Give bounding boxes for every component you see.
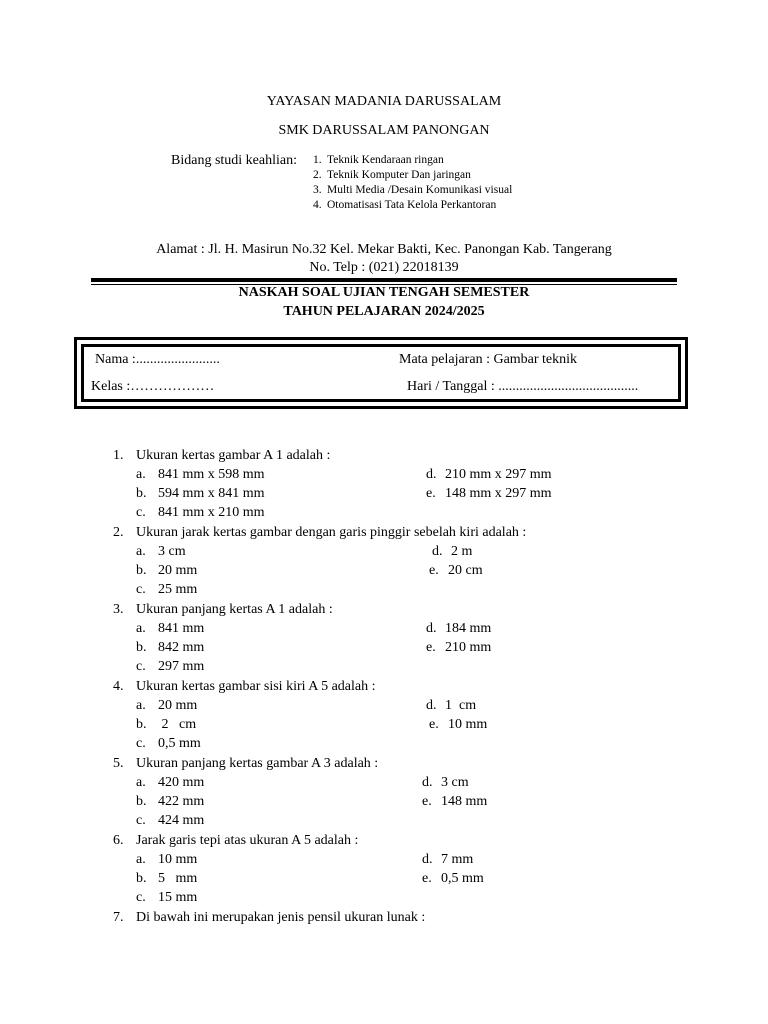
option-text: 2 cm bbox=[158, 717, 197, 732]
option-letter: c. bbox=[136, 505, 146, 520]
exam-title: NASKAH SOAL UJIAN TENGAH SEMESTER bbox=[238, 285, 530, 300]
question-number: 4. bbox=[113, 679, 124, 694]
option-letter: b. bbox=[136, 871, 147, 886]
option-letter: b. bbox=[136, 717, 147, 732]
option-letter: e. bbox=[429, 717, 439, 732]
date-field: Hari / Tanggal : ........................................ bbox=[407, 379, 639, 394]
option-text: 841 mm x 598 mm bbox=[158, 467, 265, 482]
option-text: 1 cm bbox=[445, 698, 477, 713]
question-text: Jarak garis tepi atas ukuran A 5 adalah : bbox=[136, 833, 359, 848]
option-letter: d. bbox=[426, 621, 437, 636]
field-item: 3. Multi Media /Desain Komunikasi visual bbox=[313, 184, 513, 196]
question-number: 2. bbox=[113, 525, 124, 540]
option-letter: b. bbox=[136, 640, 147, 655]
option-letter: d. bbox=[426, 698, 437, 713]
question-number: 3. bbox=[113, 602, 124, 617]
option-text: 422 mm bbox=[158, 794, 205, 809]
option-text: 5 mm bbox=[158, 871, 198, 886]
option-text: 7 mm bbox=[441, 852, 474, 867]
option-letter: b. bbox=[136, 563, 147, 578]
option-letter: c. bbox=[136, 659, 146, 674]
option-letter: a. bbox=[136, 775, 146, 790]
subject-field: Mata pelajaran : Gambar teknik bbox=[399, 352, 578, 367]
option-text: 20 mm bbox=[158, 563, 198, 578]
option-letter: a. bbox=[136, 698, 146, 713]
question-text: Ukuran kertas gambar A 1 adalah : bbox=[136, 448, 331, 463]
option-text: 2 m bbox=[451, 544, 473, 559]
option-text: 20 cm bbox=[448, 563, 483, 578]
option-letter: d. bbox=[426, 467, 437, 482]
option-text: 842 mm bbox=[158, 640, 205, 655]
question-text: Ukuran kertas gambar sisi kiri A 5 adalah : bbox=[136, 679, 376, 694]
school-address: Alamat : Jl. H. Masirun No.32 Kel. Mekar Bakti, Kec. Panongan Kab. Tangerang bbox=[156, 242, 612, 257]
option-letter: c. bbox=[136, 890, 146, 905]
option-letter: b. bbox=[136, 794, 147, 809]
option-text: 420 mm bbox=[158, 775, 205, 790]
field-item: 1. Teknik Kendaraan ringan bbox=[313, 154, 444, 166]
question-text: Ukuran panjang kertas A 1 adalah : bbox=[136, 602, 333, 617]
option-letter: a. bbox=[136, 621, 146, 636]
student-name-field: Nama :........................ bbox=[95, 352, 220, 367]
option-letter: d. bbox=[432, 544, 443, 559]
field-list bbox=[313, 153, 512, 213]
option-text: 0,5 mm bbox=[441, 871, 484, 886]
question-number: 5. bbox=[113, 756, 124, 771]
foundation-name: YAYASAN MADANIA DARUSSALAM bbox=[266, 94, 502, 109]
school-phone: No. Telp : (021) 22018139 bbox=[309, 260, 459, 275]
option-letter: a. bbox=[136, 544, 146, 559]
option-letter: e. bbox=[422, 794, 432, 809]
option-letter: b. bbox=[136, 486, 147, 501]
field-label: Bidang studi keahlian: bbox=[171, 153, 297, 168]
option-text: 10 mm bbox=[448, 717, 488, 732]
school-name: SMK DARUSSALAM PANONGAN bbox=[278, 123, 490, 138]
question-text: Ukuran jarak kertas gambar dengan garis pinggir sebelah kiri adalah : bbox=[136, 525, 527, 540]
option-text: 210 mm bbox=[445, 640, 492, 655]
option-letter: c. bbox=[136, 736, 146, 751]
option-letter: c. bbox=[136, 582, 146, 597]
option-text: 841 mm x 210 mm bbox=[158, 505, 265, 520]
option-text: 184 mm bbox=[445, 621, 492, 636]
option-text: 25 mm bbox=[158, 582, 198, 597]
option-letter: d. bbox=[422, 852, 433, 867]
option-text: 148 mm bbox=[441, 794, 488, 809]
exam-year: TAHUN PELAJARAN 2024/2025 bbox=[283, 304, 485, 319]
question-text: Ukuran panjang kertas gambar A 3 adalah : bbox=[136, 756, 379, 771]
question-text: Di bawah ini merupakan jenis pensil ukuran lunak : bbox=[136, 910, 426, 925]
option-text: 3 cm bbox=[158, 544, 186, 559]
field-item: 2. Teknik Komputer Dan jaringan bbox=[313, 169, 471, 181]
option-text: 297 mm bbox=[158, 659, 205, 674]
option-text: 148 mm x 297 mm bbox=[445, 486, 552, 501]
option-letter: e. bbox=[422, 871, 432, 886]
option-text: 210 mm x 297 mm bbox=[445, 467, 552, 482]
option-letter: e. bbox=[429, 563, 439, 578]
option-letter: e. bbox=[426, 486, 436, 501]
option-text: 10 mm bbox=[158, 852, 198, 867]
option-text: 20 mm bbox=[158, 698, 198, 713]
option-text: 594 mm x 841 mm bbox=[158, 486, 265, 501]
option-letter: e. bbox=[426, 640, 436, 655]
header-rule-thick bbox=[91, 278, 677, 282]
student-class-field: Kelas :……………… bbox=[91, 379, 215, 394]
question-number: 7. bbox=[113, 910, 124, 925]
option-text: 0,5 mm bbox=[158, 736, 201, 751]
option-letter: a. bbox=[136, 467, 146, 482]
option-text: 15 mm bbox=[158, 890, 198, 905]
question-number: 6. bbox=[113, 833, 124, 848]
option-letter: d. bbox=[422, 775, 433, 790]
option-letter: a. bbox=[136, 852, 146, 867]
field-item: 4. Otomatisasi Tata Kelola Perkantoran bbox=[313, 199, 497, 211]
option-text: 3 cm bbox=[441, 775, 469, 790]
option-letter: c. bbox=[136, 813, 146, 828]
question-number: 1. bbox=[113, 448, 124, 463]
option-text: 424 mm bbox=[158, 813, 205, 828]
option-text: 841 mm bbox=[158, 621, 205, 636]
